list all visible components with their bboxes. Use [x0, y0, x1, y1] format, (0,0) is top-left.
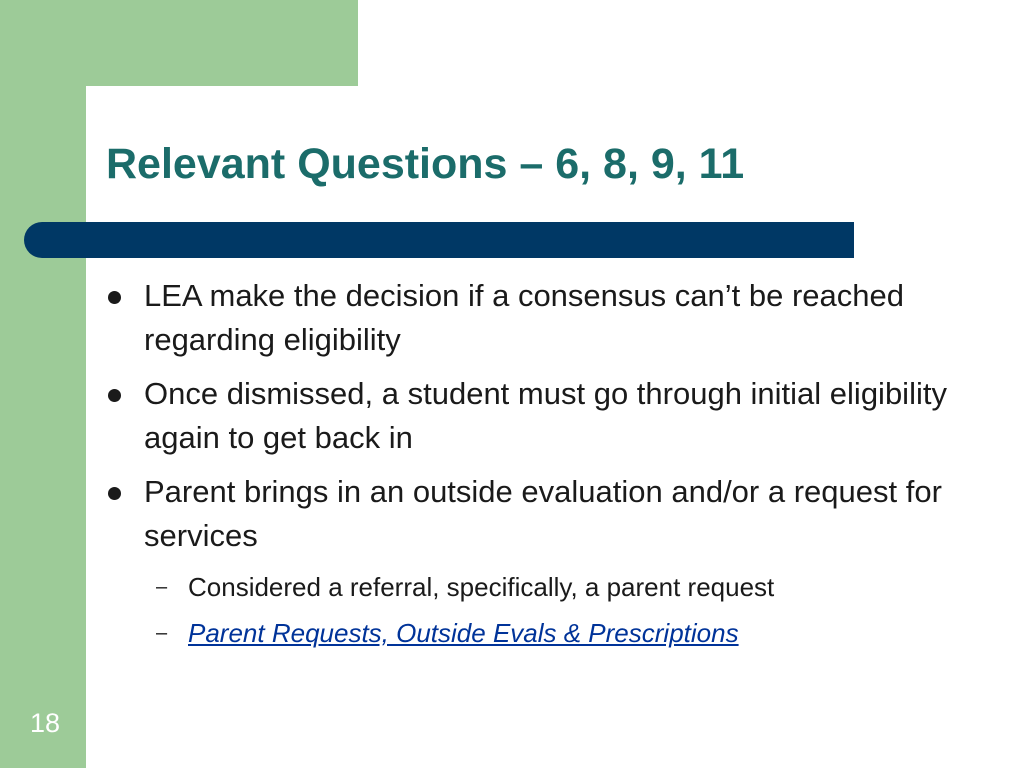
bullet-dot-icon — [108, 487, 121, 500]
bullet-item — [100, 470, 950, 558]
sub-bullet-item — [100, 568, 950, 606]
bullet-text: LEA make the decision if a consensus can’t be reached regarding eligibility — [144, 278, 904, 357]
dash-icon: – — [156, 576, 168, 598]
bullet-text: Parent brings in an outside evaluation and/or a request for services — [144, 474, 942, 553]
sub-bullet-text: Considered a referral, specifically, a parent request — [188, 572, 775, 602]
slide-title: Relevant Questions – 6, 8, 9, 11 — [106, 140, 745, 188]
bullet-dot-icon — [108, 389, 121, 402]
bullet-item — [100, 372, 950, 460]
parent-requests-link[interactable]: Parent Requests, Outside Evals & Prescriptions — [188, 618, 739, 648]
green-accent-left — [0, 0, 86, 768]
bullet-item — [100, 274, 950, 362]
bullet-dot-icon — [108, 291, 121, 304]
slide-body — [100, 274, 950, 660]
title-underline-bar — [24, 222, 854, 258]
sub-bullet-item — [100, 614, 950, 652]
green-accent-top — [0, 0, 358, 86]
content-corner — [86, 86, 126, 126]
page-number: 18 — [29, 708, 61, 738]
bullet-text: Once dismissed, a student must go through initial eligibility again to get back in — [144, 376, 947, 455]
dash-icon: – — [156, 622, 168, 644]
